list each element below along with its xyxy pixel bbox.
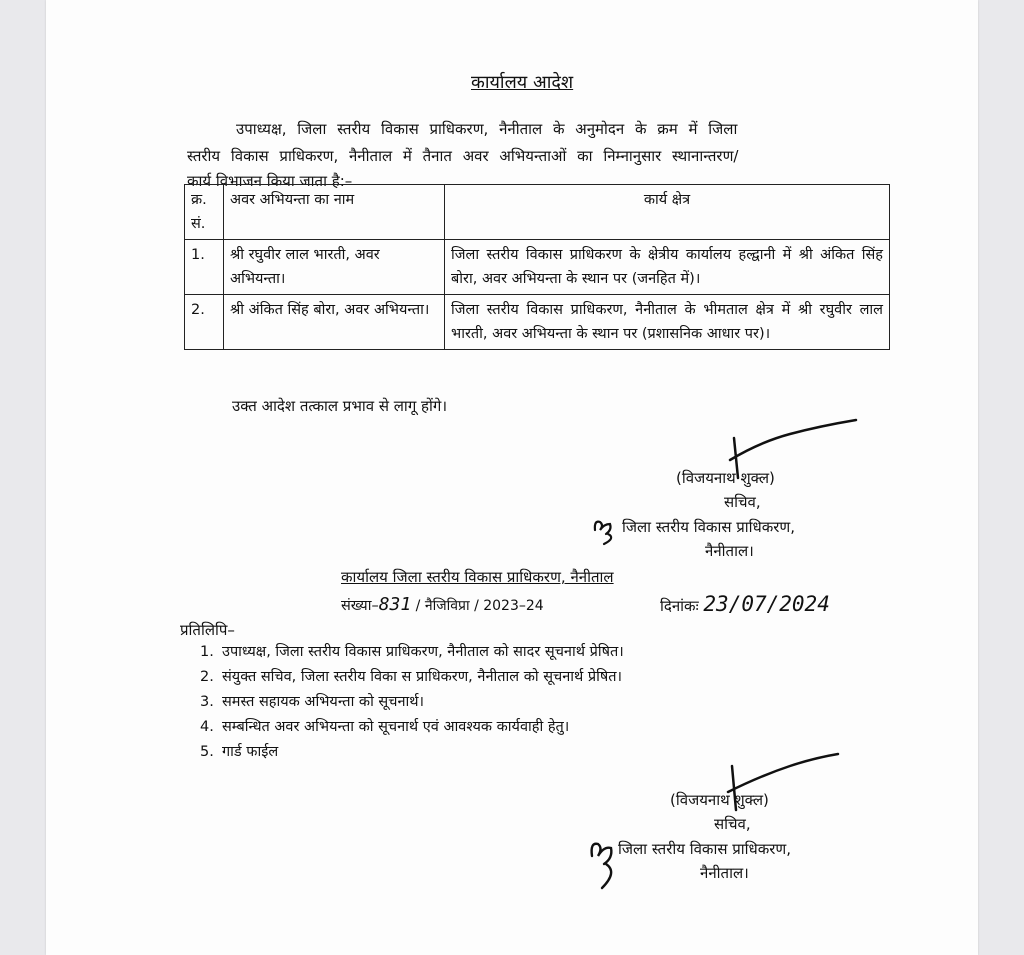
signatory-name: (विजयनाथ शुक्ल) xyxy=(676,469,775,487)
signatory-name: (विजयनाथ शुक्ल) xyxy=(670,791,769,809)
signatory-post: सचिव, xyxy=(714,815,751,833)
cc-heading: प्रतिलिपि– xyxy=(180,621,235,639)
list-item: 3. समस्त सहायक अभियन्ता को सूचनार्थ। xyxy=(200,694,425,710)
row-engineer-name: श्री अंकित सिंह बोरा, अवर अभियन्ता। xyxy=(224,295,445,350)
signatory-authority: जिला स्तरीय विकास प्राधिकरण, xyxy=(622,518,796,536)
initial-mark-icon xyxy=(592,516,622,546)
header-engineer-name: अवर अभियन्ता का नाम xyxy=(224,185,445,240)
row-work-area: जिला स्तरीय विकास प्राधिकरण के क्षेत्रीय कार्यालय हल्द्वानी में श्री अंकित सिंह बोरा, अवर अभियन्ता के स्थान पर (जनहित में)। xyxy=(445,240,890,295)
signatory-city: नैनीताल। xyxy=(705,542,754,560)
row-serial: 1. xyxy=(185,240,224,295)
date-label: दिनांकः xyxy=(660,597,699,615)
reference-label: संख्या– xyxy=(341,598,379,614)
row-work-area: जिला स्तरीय विकास प्राधिकरण, नैनीताल के भीमताल क्षेत्र में श्री रघुवीर लाल भारती, अवर अभियन्ता के स्थान पर (प्रशासनिक आधार पर)। xyxy=(445,295,890,350)
intro-line-3: कार्य विभाजन किया जाता है:– xyxy=(187,172,353,190)
signatory-authority: जिला स्तरीय विकास प्राधिकरण, xyxy=(618,840,792,858)
list-item: 2. संयुक्त सचिव, जिला स्तरीय विका स प्राधिकरण, नैनीताल को सूचनार्थ प्रेषित। xyxy=(200,669,623,685)
intro-line-2: स्तरीय विकास प्राधिकरण, नैनीताल में तैनात अवर अभियन्ताओं का निम्नानुसार स्थानान्तरण/ xyxy=(187,147,739,165)
list-item: 4. सम्बन्धित अवर अभियन्ता को सूचनार्थ एवं आवश्यक कार्यवाही हेतु। xyxy=(200,719,570,735)
reference-number: 831 xyxy=(378,594,412,615)
signatory-post: सचिव, xyxy=(724,493,761,511)
page-title: कार्यालय आदेश xyxy=(471,72,574,93)
row-engineer-name: श्री रघुवीर लाल भारती, अवर अभियन्ता। xyxy=(224,240,445,295)
cc-list xyxy=(200,640,624,765)
list-item: 1. उपाध्यक्ष, जिला स्तरीय विकास प्राधिकरण, नैनीताल को सादर सूचनार्थ प्रेषित। xyxy=(200,644,624,660)
date-value: 23/07/2024 xyxy=(703,592,830,616)
header-work-area: कार्य क्षेत्र xyxy=(445,185,890,240)
signatory-city: नैनीताल। xyxy=(700,864,749,882)
date-block xyxy=(660,592,830,616)
table-row xyxy=(185,295,890,350)
header-serial: क्र. सं. xyxy=(185,185,224,240)
intro-line-1: उपाध्यक्ष, जिला स्तरीय विकास प्राधिकरण, नैनीताल के अनुमोदन के क्रम में जिला xyxy=(236,120,738,138)
list-item: 5. गार्ड फाईल xyxy=(200,744,279,760)
office-heading: कार्यालय जिला स्तरीय विकास प्राधिकरण, नैनीताल xyxy=(341,568,614,586)
reference-line xyxy=(341,594,544,615)
reference-suffix: / नैजिविप्रा / 2023–24 xyxy=(415,598,544,614)
transfer-table xyxy=(184,184,890,350)
table-header-row xyxy=(185,185,890,240)
effect-note: उक्त आदेश तत्काल प्रभाव से लागू होंगे। xyxy=(232,397,448,415)
row-serial: 2. xyxy=(185,295,224,350)
table-row xyxy=(185,240,890,295)
